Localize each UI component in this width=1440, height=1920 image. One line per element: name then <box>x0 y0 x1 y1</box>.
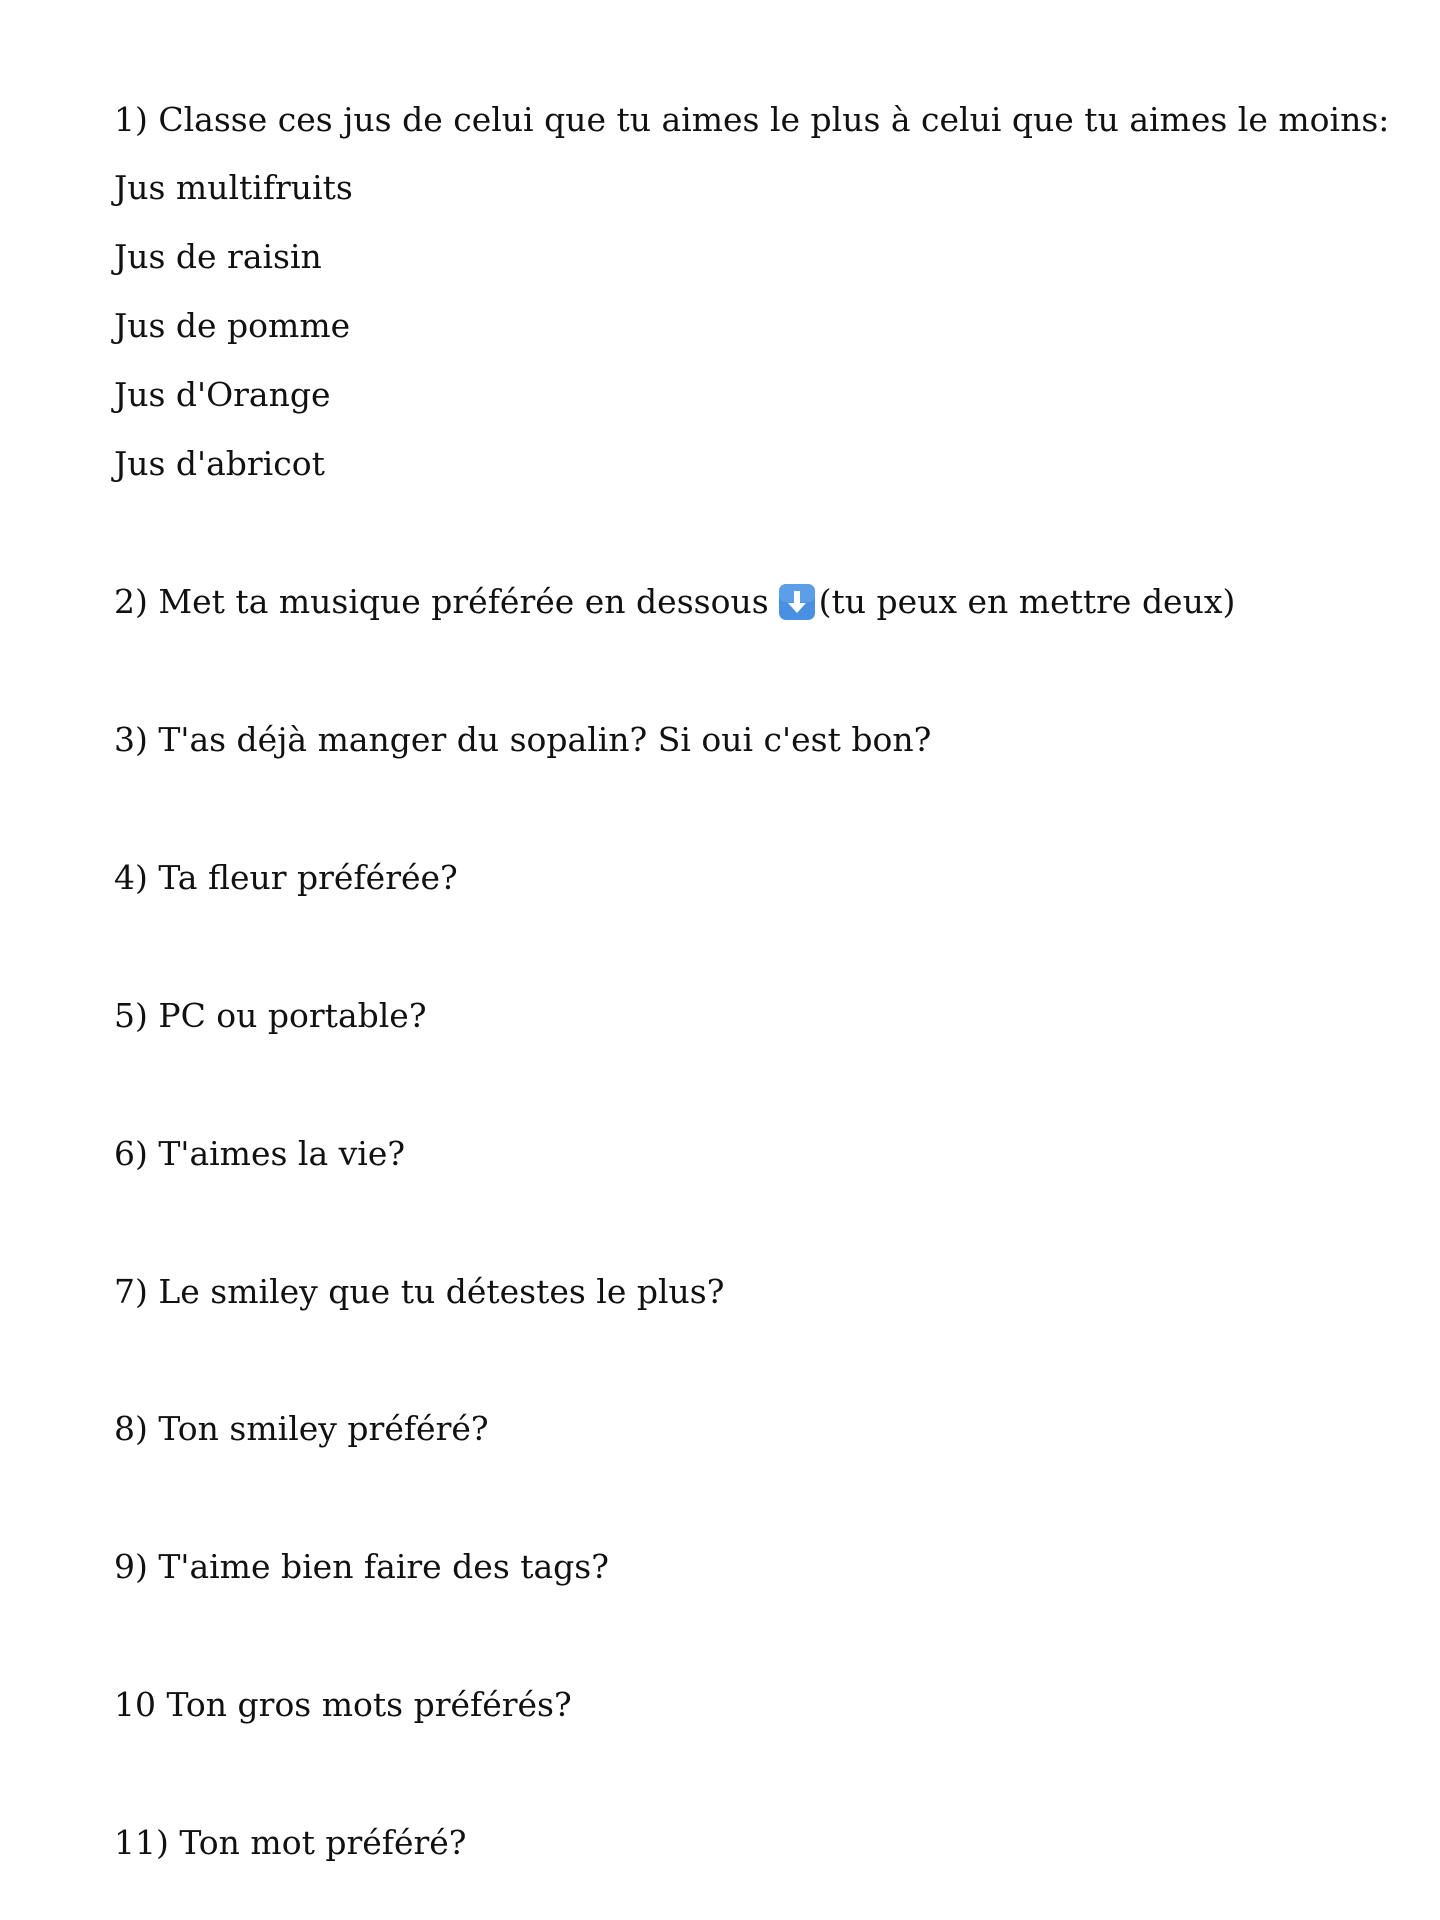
question-2-text: 2) Met ta musique préférée en dessous <box>114 582 769 621</box>
question-6: 6) T'aimes la vie? <box>114 1134 406 1173</box>
juice-option: Jus d'abricot <box>114 444 325 483</box>
question-10: 10 Ton gros mots préférés? <box>114 1685 572 1724</box>
question-4: 4) Ta fleur préférée? <box>114 858 458 897</box>
down-arrow-emoji-icon <box>777 582 817 622</box>
juice-option: Jus multifruits <box>114 168 353 207</box>
question-2-note: (tu peux en mettre deux) <box>818 582 1236 621</box>
question-9: 9) T'aime bien faire des tags? <box>114 1547 609 1586</box>
juice-option: Jus de raisin <box>114 237 322 276</box>
question-11: 11) Ton mot préféré? <box>114 1823 467 1862</box>
question-2 <box>114 581 1235 623</box>
question-8: 8) Ton smiley préféré? <box>114 1409 489 1448</box>
question-5: 5) PC ou portable? <box>114 996 427 1035</box>
question-1: 1) Classe ces jus de celui que tu aimes le plus à celui que tu aimes le moins: <box>114 100 1390 139</box>
juice-option: Jus d'Orange <box>114 375 331 414</box>
question-7: 7) Le smiley que tu détestes le plus? <box>114 1272 725 1311</box>
question-3: 3) T'as déjà manger du sopalin? Si oui c'est bon? <box>114 720 932 759</box>
juice-option: Jus de pomme <box>114 306 351 345</box>
